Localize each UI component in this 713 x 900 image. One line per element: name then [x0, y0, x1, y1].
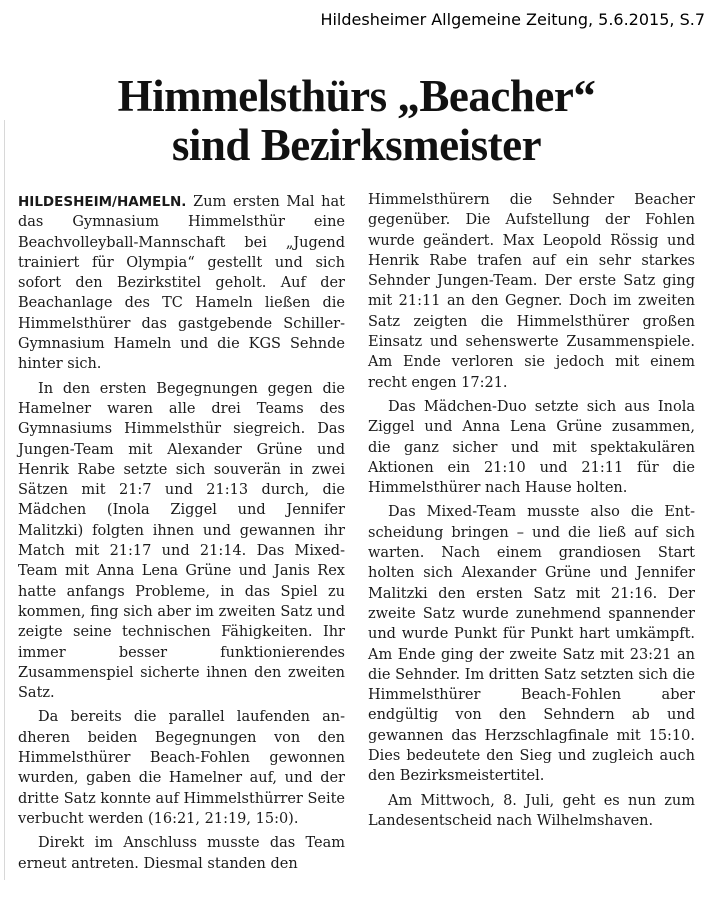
headline — [0, 72, 713, 170]
article-paragraph: Am Mittwoch, 8. Juli, geht es nun zum Landesentscheid nach Wilhelmshaven. — [368, 792, 695, 829]
article-paragraph: Da bereits die parallel laufenden andheren beiden Begegnungen von den Himmelsthürer Beach-Fohlen gewonnen wurden, gaben die Hamelner auf, und der dritte Satz konnte auf Himmelsthürrer Seite verbucht werden (16:21, 21:19, 15:0). — [18, 709, 346, 827]
article-paragraph: Das Mädchen-Duo setzte sich aus Inola Ziggel und Anna Lena Grüne zusammen, die ganz sicher und mit spektakulären Aktionen ein 21:10 und 21:11 für die Himmelsthürer nach Hause holten. — [368, 398, 695, 497]
paragraph-text: Zum ersten Mal hat das Gymnasium Himmelsthür eine Beachvolleyball-Mannschaft bei „Jugend trainiert für Olympia“ gestellt und sich sofort den Bezirkstitel geholt. Auf der Beachanlage des TC Hameln ließen die Himmelsthürer das gastgebende Schiller-Gymnasium Hameln und die KGS Sehnde hinter sich. — [18, 194, 345, 373]
article-column-right — [368, 190, 695, 835]
article-paragraph: Direkt im Anschluss musste das Team erneut antreten. Diesmal standen den — [18, 835, 345, 872]
dateline: HILDESHEIM/HAMELN. — [18, 194, 187, 210]
source-citation: Hildesheimer Allgemeine Zeitung, 5.6.2015, S.7 — [320, 10, 705, 29]
article-paragraph — [18, 192, 345, 375]
headline-line-1: Himmelsthürs „Beacher“ — [117, 71, 596, 121]
article-paragraph: Das Mixed-Team musste also die Entscheidung bringen – und die ließ auf sich warten. Nach einem grandiosen Start holten sich Alexander Grüne und Jennifer Malitzki den ersten Satz mit 21:16. Der zweite Satz wurde zunehmend spannender und wurde Punkt für Punkt hart umkämpft. Am Ende ging der zweite Satz mit 23:21 an die Sehnder. Im dritten Satz setzten sich die Himmelsthürer Beach-Fohlen aber endgültig von den Sehndern ab und gewannen das Herzschlagfinale mit 15:10. Dies bedeutete den Sieg und zugleich auch den Bezirksmeistertitel. — [368, 504, 695, 785]
article-paragraph: Himmelsthürern die Sehnder Beacher gegenüber. Die Aufstellung der Fohlen wurde geändert. Max Leopold Rössig und Henrik Rabe trafen auf ein sehr starkes Sehnder Jungen-Team. Der erste Satz ging mit 21:11 an den Gegner. Doch im zweiten Satz zeigten die Himmelsthürer großen Einsatz und sehenswerte Zusammenspiele. Am Ende verloren sie jedoch mit einem recht engen 17:21. — [368, 192, 695, 391]
article-paragraph: In den ersten Begegnungen gegen die Hamelner waren alle drei Teams des Gymnasiums Himmelsthür siegreich. Das Jungen-Team mit Alexander Grüne und Henrik Rabe setzte sich souverän in zwei Sätzen mit 21:7 und 21:13 durch, die Mädchen (Inola Ziggel und Jennifer Malitzki) folgten ihnen und gewannen ihr Match mit 21:17 und 21:14. Das Mixed-Team mit Anna Lena Grüne und Janis Rex hatte anfangs Probleme, in das Spiel zu kommen, fing sich aber im zweiten Satz und zeigte seine technischen Fähigkeiten. Ihr immer besser funktionierendes Zusammenspiel sicherte ihnen den zweiten Satz. — [18, 380, 345, 702]
article-column-left — [18, 192, 345, 878]
column-rule — [4, 120, 5, 880]
headline-line-2: sind Bezirksmeister — [171, 120, 542, 170]
